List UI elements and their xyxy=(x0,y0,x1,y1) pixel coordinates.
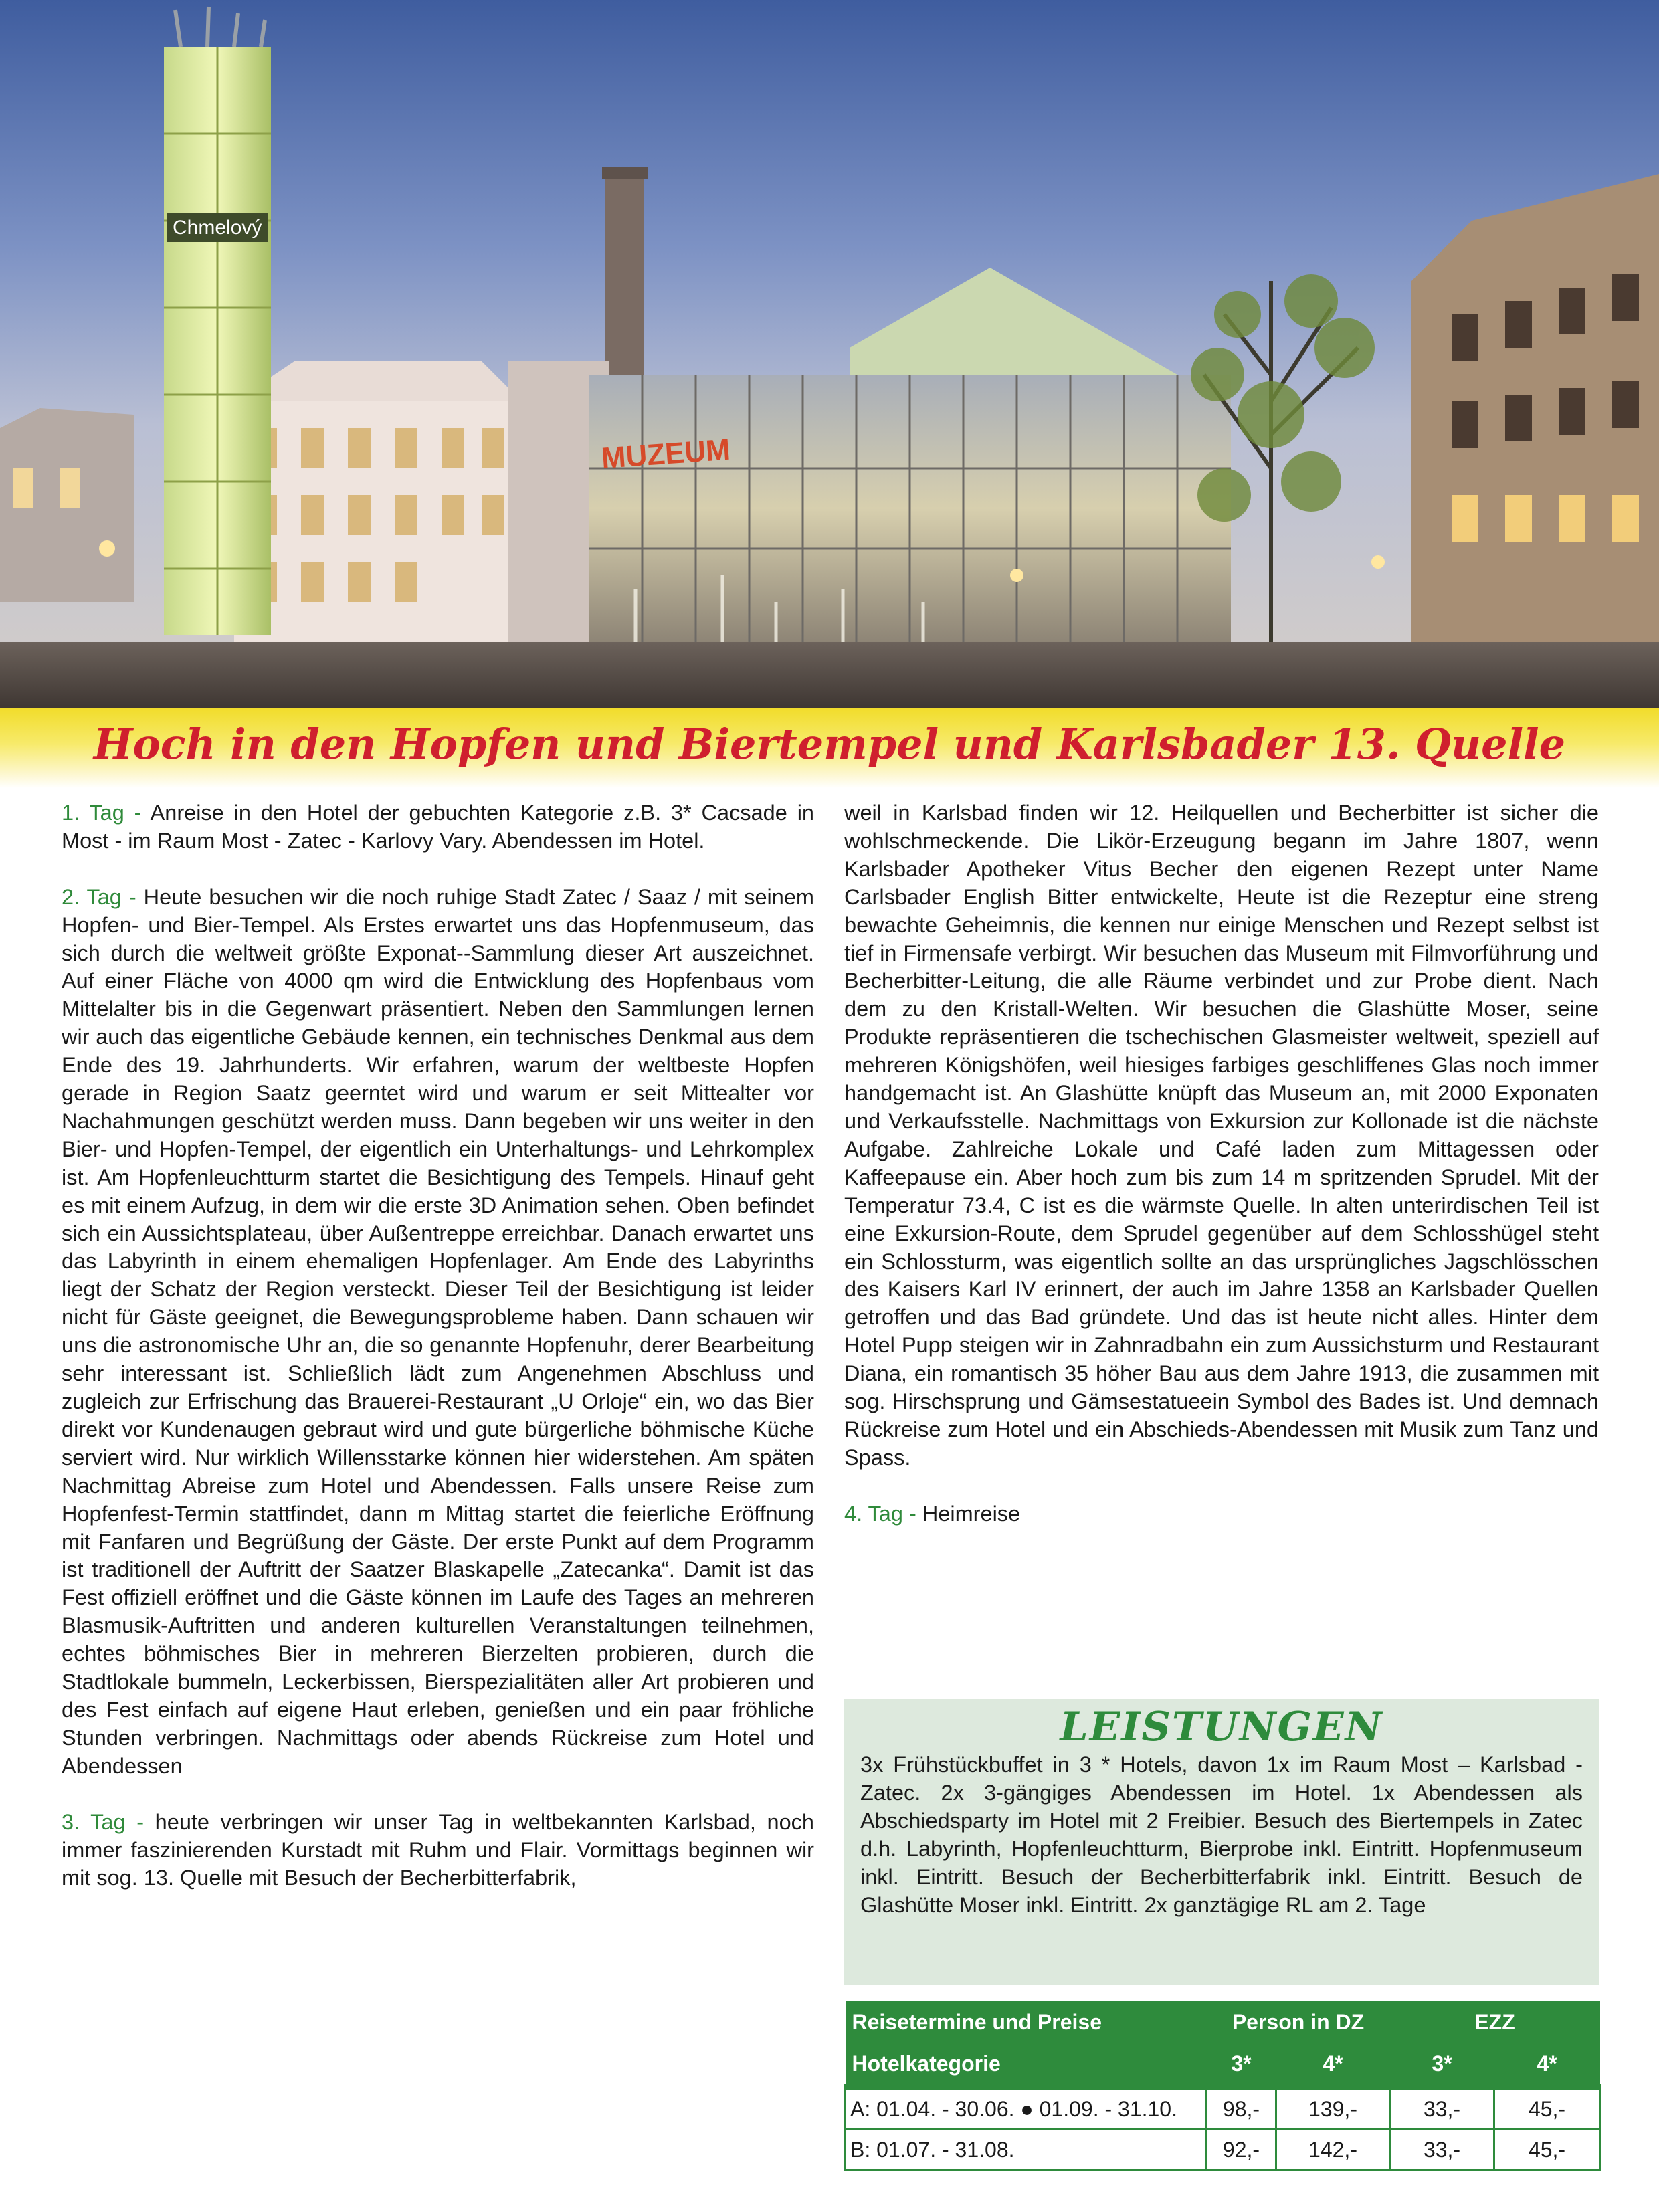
table-row xyxy=(846,2087,1600,2130)
day-1-paragraph xyxy=(62,799,814,856)
period-b: B: 01.07. - 31.08. xyxy=(846,2130,1207,2171)
price-table-category-row xyxy=(846,2043,1600,2087)
header-dz-3star: 3* xyxy=(1207,2043,1276,2087)
price-table-header-row xyxy=(846,2001,1600,2043)
day-1-label: 1. Tag - xyxy=(62,801,142,825)
itinerary-left-column xyxy=(62,799,814,1892)
page-title: Hoch in den Hopfen und Biertempel und Karlsbader 13. Quelle xyxy=(93,720,1566,769)
price-cell: 142,- xyxy=(1276,2130,1390,2171)
day-1-text: Anreise in den Hotel der gebuchten Kategorie z.B. 3* Cacsade in Most - im Raum Most - Zatec - Karlovy Vary. Abendessen im Hotel. xyxy=(62,801,814,853)
itinerary-right-column xyxy=(844,799,1599,1528)
day-2-paragraph xyxy=(62,884,814,1781)
leistungen-box xyxy=(844,1699,1599,1985)
tower-sign: Chmelový xyxy=(173,217,262,239)
day-2-label: 2. Tag - xyxy=(62,884,136,909)
day-3-paragraph xyxy=(62,1809,814,1893)
header-hotelkategorie: Hotelkategorie xyxy=(846,2043,1207,2087)
price-cell: 45,- xyxy=(1494,2130,1600,2171)
day-4-paragraph xyxy=(844,1500,1599,1528)
header-ezz-4star: 4* xyxy=(1494,2043,1600,2087)
table-row xyxy=(846,2130,1600,2171)
day-3-label: 3. Tag - xyxy=(62,1809,144,1834)
price-cell: 33,- xyxy=(1390,2087,1494,2130)
price-cell: 92,- xyxy=(1207,2130,1276,2171)
price-cell: 98,- xyxy=(1207,2087,1276,2130)
price-cell: 45,- xyxy=(1494,2087,1600,2130)
header-ezz-3star: 3* xyxy=(1390,2043,1494,2087)
day-3-continuation: weil in Karlsbad finden wir 12. Heilquellen und Becherbitter ist sicher die wohlschmeckende. Die Likör-Erzeugung begann im Jahre 1807, wenn Karlsbader Apotheker Vitus Becher den eigenen Rezept unter Name Carlsbader English Bitter entwickelte, Heute ist die Rezeptur eine streng bewachte Geheimnis, die kennen nur einige Menschen und Rezept selbst ist tief in Firmensafe verbirgt. Wir besuchen das Museum mit Filmvorführung und Becherbitter-Leitung, die alle Räume verbindet und zur Probe dient. Nach dem zu den Kristall-Welten. Wir besuchen die Glashütte Moser, seine Produkte repräsentieren die tschechischen Glasmeister weltweit, speziell auf mehreren Königshöfen, weil hiesiges farbiges geschliffenes Glas noch immer handgemacht ist. An Glashütte knüpft das Museum an, mit 2000 Exponaten und Verkaufsstelle. Nachmittags von Exkursion zur Kollonade ist die nächste Aufgabe. Zahlreiche Lokale und Café laden zum Mittagessen oder Kaffeepause ein. Aber hoch zum bis zum 14 m spritzenden Sprudel. Mit der Temperatur 73.4, C ist es die wärmste Quelle. In alten unterirdischen Teil ist eine Exkursion-Route, dem Sprudel gegenüber auf dem Schlosshügel steht ein Schlossturm, was eigentlich sollte an das ursprüngliches Jagschlösschen des Kaisers Karl IV erinnert, der auch im Jahre 1358 an Karlsbader Quellen getroffen und das Bad gründete. Und das ist heute nicht alles. Hinter dem Hotel Pupp steigen wir in Zahnradbahn ein zum Aussichsturm und Restaurant Diana, ein romantisch 35 höher Bau aus dem Jahre 1913, die zusammen mit sog. Hirschsprung und Gämsestatueein Symbol des Bades ist. Und demnach Rückreise zum Hotel und ein Abschieds-Abendessen mit Musik zum Tanz und Spass. xyxy=(844,801,1599,1470)
header-dz-4star: 4* xyxy=(1276,2043,1390,2087)
leistungen-heading: LEISTUNGEN xyxy=(1060,1704,1383,1750)
museum-night-scene xyxy=(0,0,1659,708)
day-3-text: heute verbringen wir unser Tag in weltbekannten Karlsbad, noch immer faszinierenden Kurstadt mit Ruhm und Flair. Vormittags beginnen wir mit sog. 13. Quelle mit Besuch der Becherbitterfabrik, xyxy=(62,1809,814,1890)
price-cell: 33,- xyxy=(1390,2130,1494,2171)
header-person-in-dz: Person in DZ xyxy=(1207,2001,1390,2043)
period-a: A: 01.04. - 30.06. ● 01.09. - 31.10. xyxy=(846,2087,1207,2130)
day-2-text: Heute besuchen wir die noch ruhige Stadt Zatec / Saaz / mit seinem Hopfen- und Bier-Tempel. Als Erstes erwartet uns das Hopfenmuseum, das sich durch die weltweit größte Exponat--Sammlung dieser Art auszeichnet. Auf einer Fläche von 4000 qm wird die Entwicklung des Hopfenbaus vom Mittelalter bis in die Gegenwart präsentiert. Neben den Sammlungen lernen wir auch das eigentliche Gebäude kennen, ein technisches Denkmal aus dem Ende des 19. Jahrhunderts. Wir erfahren, warum der weltbeste Hopfen gerade in Region Saatz geerntet wird und warum er seit Mittealter vor Nachahmungen geschützt werden muss. Dann begeben wir uns weiter in den Bier- und Hopfen-Tempel, der eigentlich ein Unterhaltungs- und Lehrkomplex ist. Am Hopfenleuchtturm startet die Besichtigung des Tempels. Hinauf geht es mit einem Aufzug, in dem wir die erste 3D Animation sehen. Oben befindet sich ein Aussichtsplateau, über Außentreppe erreichbar. Danach erwartet uns das Labyrinth in einem ehemaligen Hopfenlager. Am Ende des Labyrinths liegt der Schatz der Region versteckt. Dieser Teil der Besichtigung ist leider nicht für Gäste geeignet, die Bewegungsprobleme haben. Dann schauen wir uns die astronomische Uhr an, die so genannte Hopfenuhr, derer Bearbeitung sehr interessant ist. Schließlich lädt zum Angenehmen Abschluss und zugleich zur Erfrischung das Brauerei-Restaurant „U Orloje“ ein, wo das Bier direkt vor Kundenaugen gebraut wird und gute bürgerliche böhmische Küche serviert wird. Nur wirklich Willensstarke können hier widerstehen. Am späten Nachmittag Abreise zum Hotel und Abendessen. Falls unsere Reise zum Hopfenfest-Termin stattfindet, dann m Mittag startet die feierliche Eröffnung mit Fanfaren und Begrüßung der Gäste. Der erste Punkt auf dem Programm ist traditionell der Auftritt der Saatzer Blaskapelle „Zatecanka“. Damit ist das Fest offiziell eröffnet und die Gäste können im Laufe des Tages an mehreren Blasmusik-Auftritten und anderen kulturellen Veranstaltungen teilnehmen, echtes böhmisches Bier in mehreren Bierzelten probieren, durch die Stadtlokale bummeln, Leckerbissen, Bierspezialitäten aller Art probieren und des Fest einfach auf eigene Haut erleben, genießen und ein paar fröhliche Stunden verbringen. Nachmittags oder abends Rückreise zum Hotel und Abendessen xyxy=(62,884,814,1778)
leistungen-text: 3x Frühstückbuffet in 3 * Hotels, davon 1x im Raum Most – Karlsbad - Zatec. 2x 3-gängiges Abendessen im Hotel. 1x Abendessen als Abschiedsparty im Hotel mit 2 Freibier. Besuch des Biertempels in Zatec d.h. Labyrinth, Hopfenleuchtturm, Bierprobe inkl. Eintritt. Hopfenmuseum inkl. Eintritt. Besuch der Becherbitterfabrik inkl. Eintritt. Besuch de Glashütte Moser inkl. Eintritt. 2x ganztägige RL am 2. Tage xyxy=(860,1752,1583,1917)
price-table xyxy=(844,2001,1601,2171)
museum-sign: MUZEUM xyxy=(600,433,732,475)
header-reisetermine: Reisetermine und Preise xyxy=(846,2001,1207,2043)
header-ezz: EZZ xyxy=(1390,2001,1600,2043)
day-4-label: 4. Tag - xyxy=(844,1501,916,1526)
price-cell: 139,- xyxy=(1276,2087,1390,2130)
day-4-text: Heimreise xyxy=(922,1501,1021,1526)
hero-photo xyxy=(0,0,1659,708)
